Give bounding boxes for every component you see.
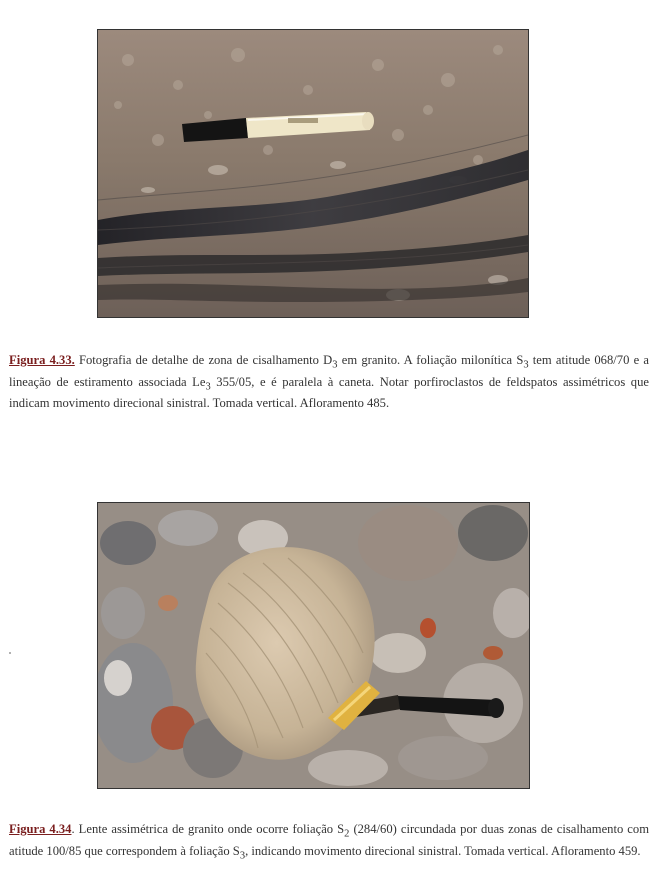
caption-text: em granito. A foliação milonítica S	[337, 353, 524, 367]
figure-label: Figura 4.34	[9, 822, 72, 836]
subscript: 3	[332, 359, 338, 371]
figure-4-34-caption	[9, 821, 649, 864]
figure-4-33-caption	[9, 352, 649, 411]
caption-text: tem atitude 068/70 e a lineação de estiramento associada Le	[9, 353, 649, 389]
caption-text: Fotografia de detalhe de zona de cisalhamento D	[74, 353, 333, 367]
subscript: 3	[205, 381, 211, 393]
scan-speck	[9, 652, 11, 654]
caption-text: , indicando movimento direcional sinistral. Tomada vertical. Afloramento 459.	[245, 843, 641, 858]
granite-lens-photo	[98, 503, 529, 788]
subscript: 3	[239, 850, 246, 862]
shear-zone-granite-photo	[98, 30, 528, 317]
caption-text: 355/05, e é paralela à caneta. Notar porfiroclastos de feldspatos assimétricos que indicam movimento direcional sinistral. Tomada vertical. Afloramento 485.	[9, 374, 649, 411]
subscript: 2	[344, 828, 350, 840]
figure-label: Figura 4.33.	[9, 353, 75, 367]
caption-text: . Lente assimétrica de granito onde ocorre foliação S	[71, 822, 345, 836]
figure-4-34-photo	[97, 502, 530, 789]
caption-text: (284/60) circundada por duas zonas de cisalhamento com atitude 100/85 que correspondem à foliação S	[9, 822, 649, 858]
figure-4-33-photo	[97, 29, 529, 318]
subscript: 3	[523, 359, 529, 371]
